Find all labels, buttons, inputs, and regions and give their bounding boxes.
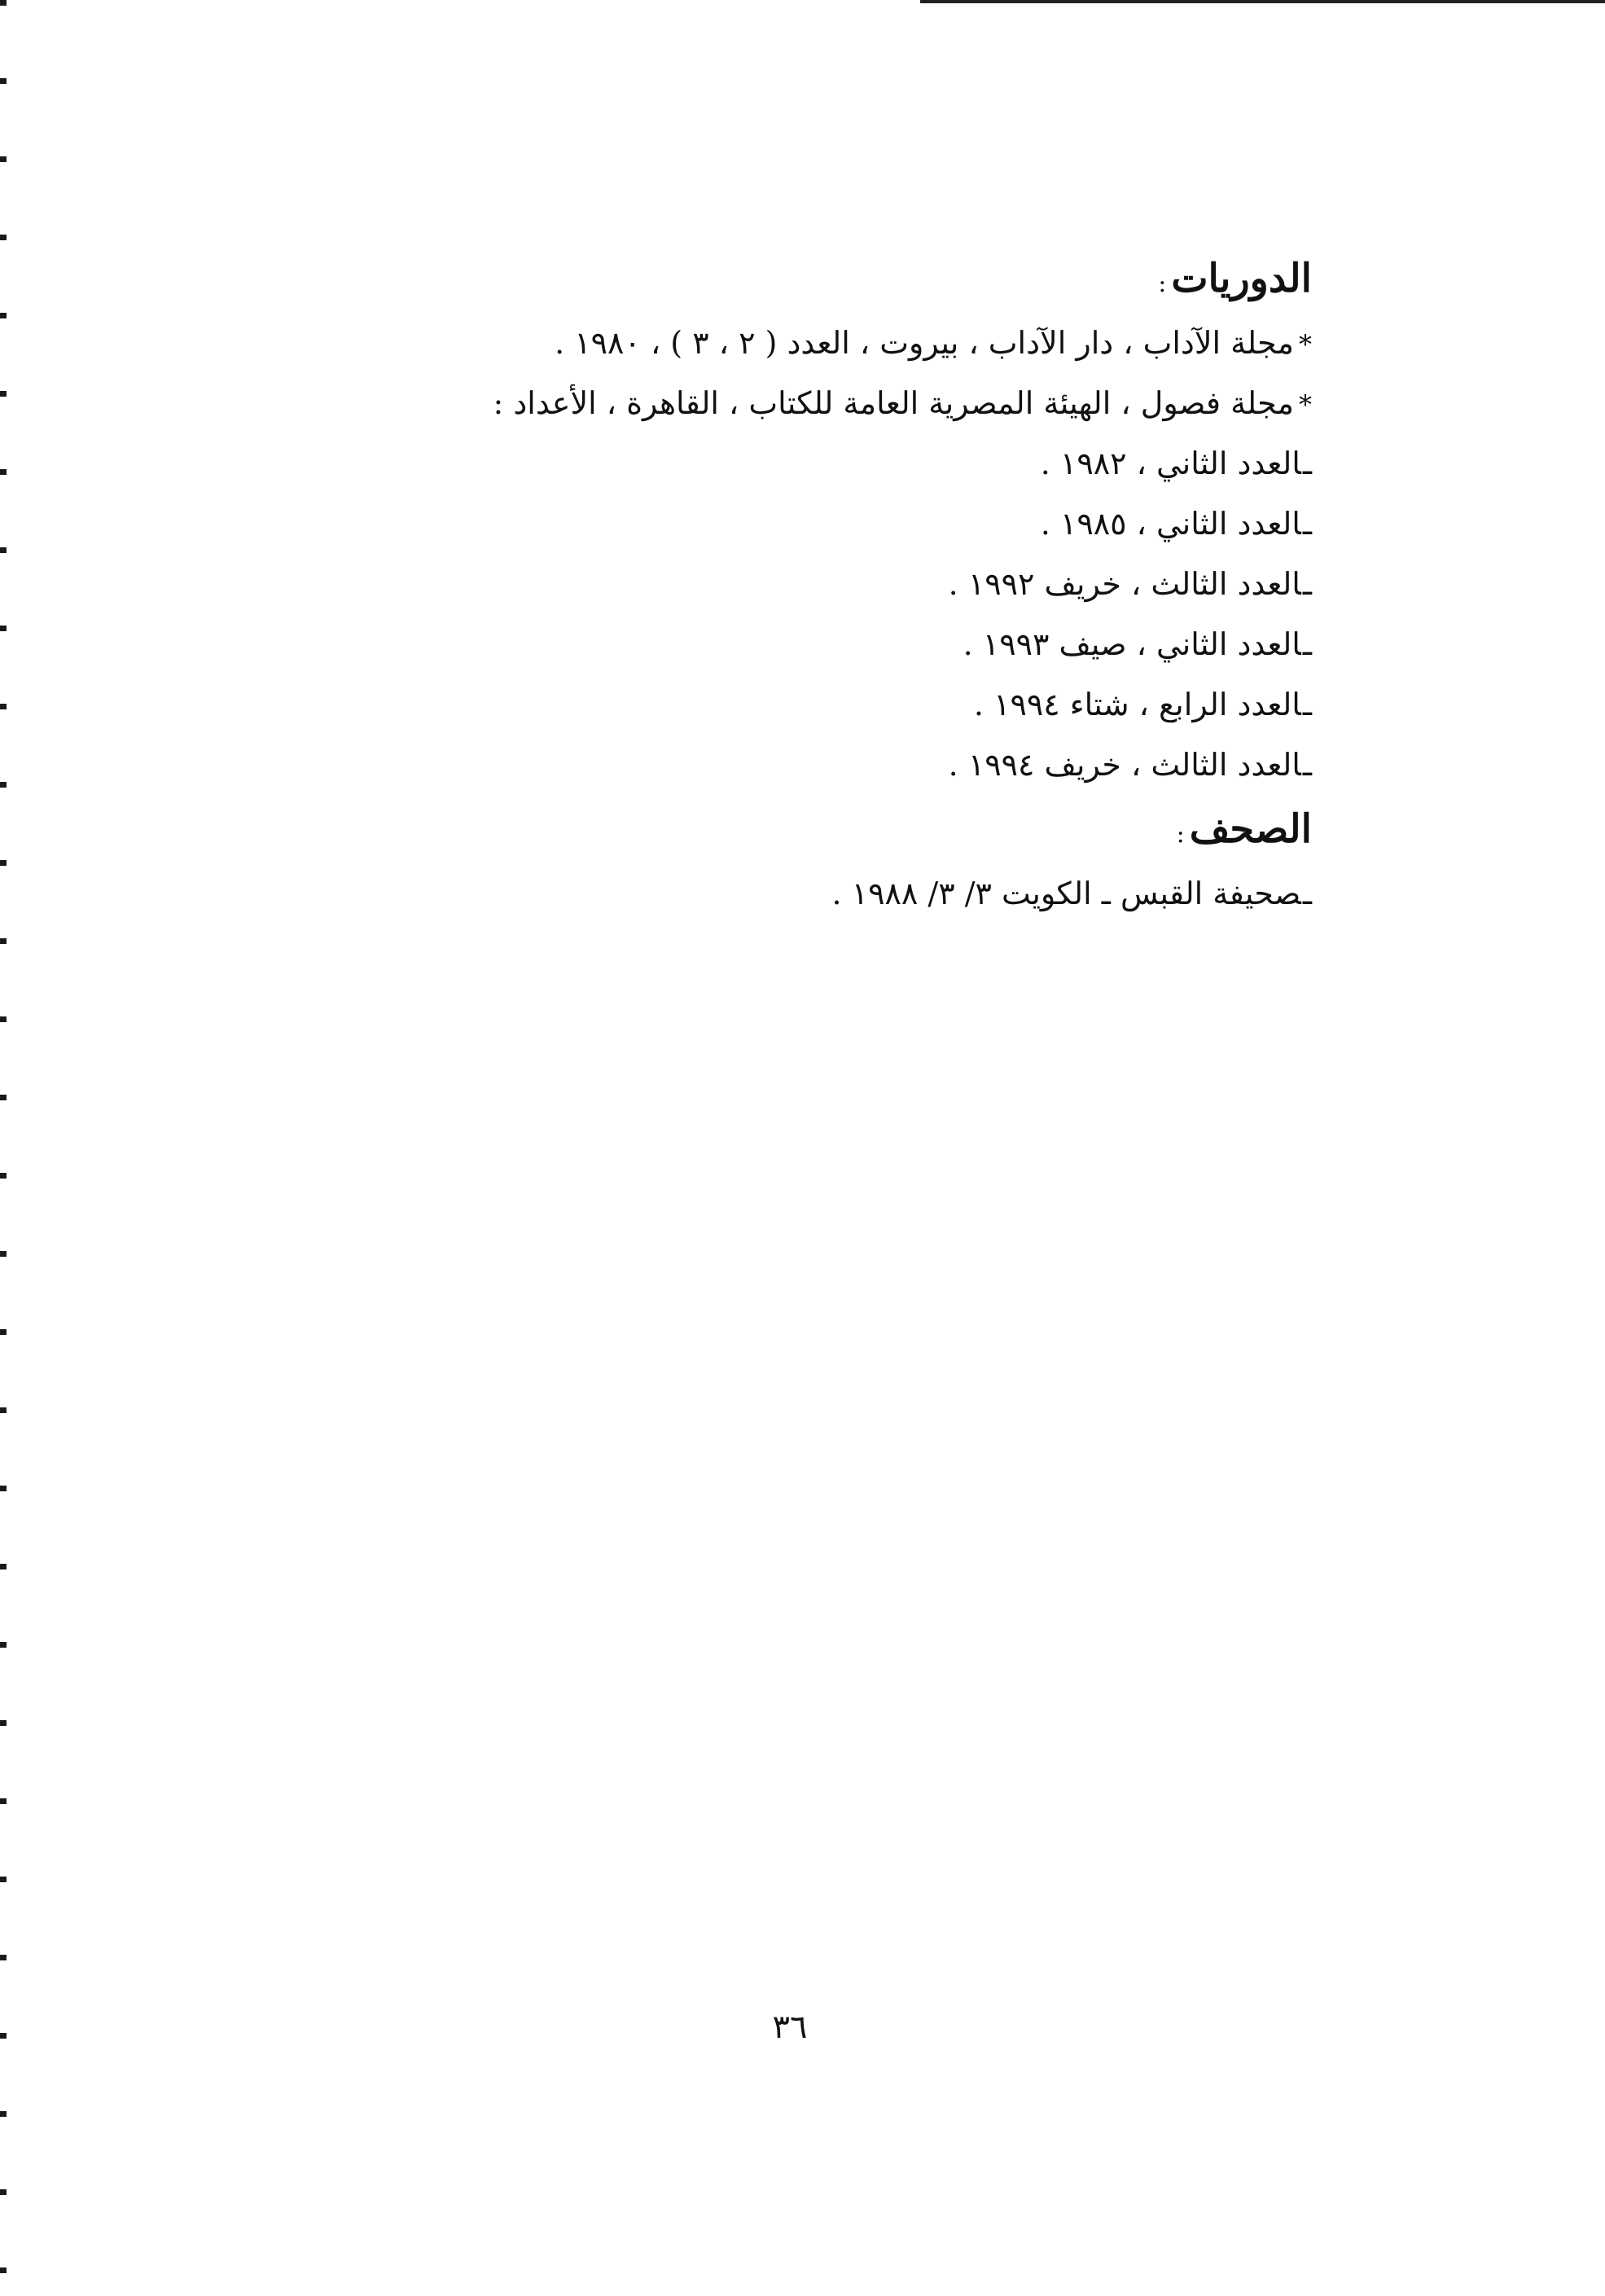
issue-text: العدد الثالث ، خريف ١٩٩٢ . [948, 566, 1301, 602]
issue-text: العدد الثاني ، ١٩٨٢ . [1040, 446, 1301, 481]
newspapers-heading [416, 795, 1312, 863]
page-number: ٣٦ [772, 2008, 808, 2046]
issue-list-item [416, 674, 1312, 735]
periodicals-heading [416, 244, 1312, 313]
dash-bullet-icon: ـ [1302, 747, 1312, 783]
asterisk-bullet-icon: * [1299, 329, 1312, 360]
issue-list-item [416, 433, 1312, 494]
periodicals-heading-colon: : [1158, 270, 1167, 298]
newspapers-heading-colon: : [1176, 820, 1185, 849]
dash-bullet-icon: ـ [1302, 506, 1312, 542]
issue-text: العدد الثاني ، صيف ١٩٩٣ . [963, 626, 1301, 662]
issue-list-item [416, 614, 1312, 674]
top-rule [920, 0, 1605, 3]
fusul-issues-list [416, 433, 1312, 795]
dash-bullet-icon: ـ [1302, 626, 1312, 662]
periodical-entry-text: مجلة الآداب ، دار الآداب ، بيروت ، العدد ( ٢ ، ٣ ) ، ١٩٨٠ . [555, 325, 1294, 361]
issue-list-item [416, 554, 1312, 614]
dash-bullet-icon: ـ [1302, 446, 1312, 481]
issue-text: العدد الثاني ، ١٩٨٥ . [1040, 506, 1301, 542]
periodical-entry [416, 313, 1312, 373]
bibliography-section [416, 244, 1312, 924]
newspaper-entry-text: صحيفة القبس ـ الكويت ٣/ ٣/ ١٩٨٨ . [831, 876, 1301, 911]
periodicals-heading-text: الدوريات [1171, 256, 1312, 301]
periodical-entry [416, 373, 1312, 433]
binding-edge-marks [0, 0, 7, 2296]
newspaper-entry [416, 863, 1312, 924]
dash-bullet-icon: ـ [1302, 876, 1312, 911]
issue-list-item [416, 735, 1312, 795]
asterisk-bullet-icon: * [1299, 389, 1312, 420]
issue-text: العدد الثالث ، خريف ١٩٩٤ . [948, 747, 1301, 783]
issue-text: العدد الرابع ، شتاء ١٩٩٤ . [973, 687, 1301, 722]
dash-bullet-icon: ـ [1302, 687, 1312, 722]
issue-list-item [416, 494, 1312, 554]
periodical-entry-text: مجلة فصول ، الهيئة المصرية العامة للكتاب ، القاهرة ، الأعداد : [493, 385, 1294, 421]
dash-bullet-icon: ـ [1302, 566, 1312, 602]
newspapers-heading-text: الصحف [1189, 806, 1312, 852]
